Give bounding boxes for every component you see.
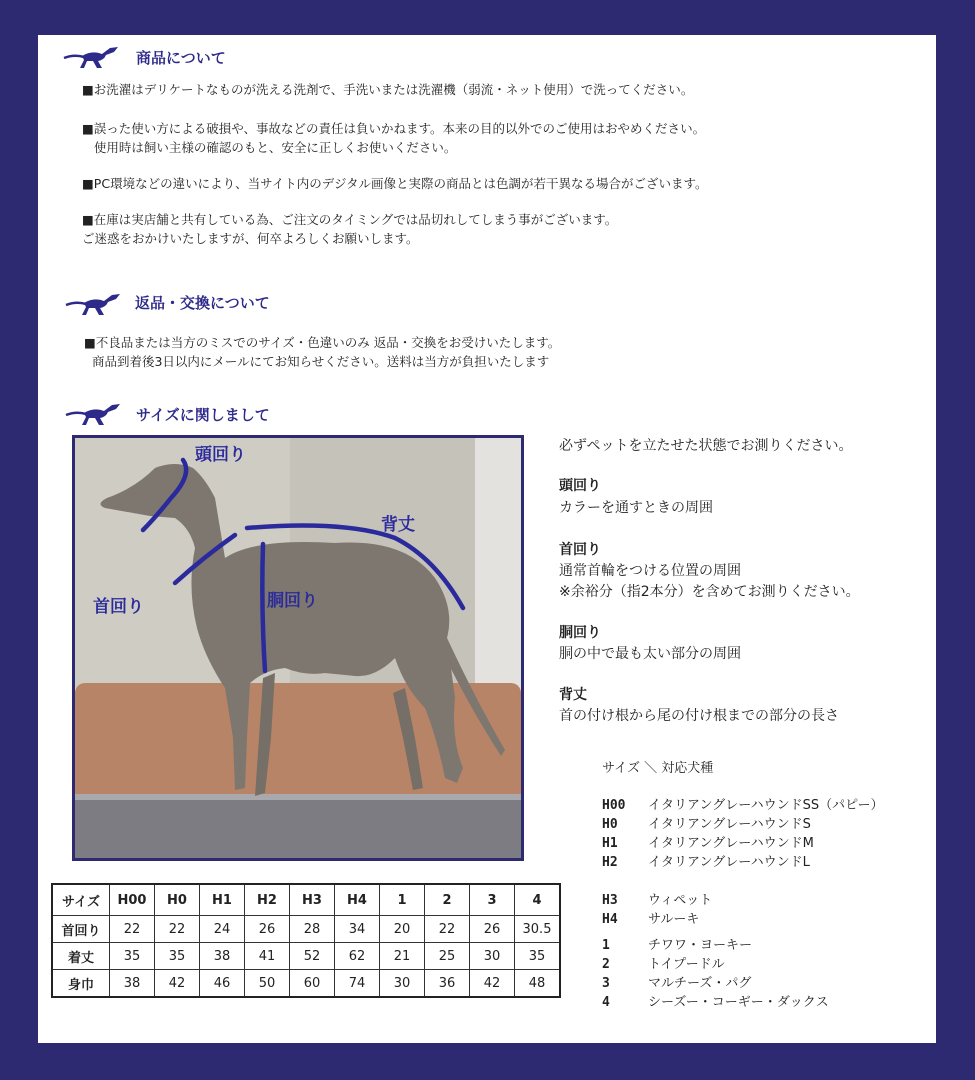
table-cell: 38 bbox=[110, 970, 155, 998]
section-title-product: 商品について bbox=[136, 49, 226, 67]
table-header-cell: H00 bbox=[110, 884, 155, 916]
table-header-cell: 3 bbox=[470, 884, 515, 916]
breed-item: H4 サルーキ bbox=[602, 912, 700, 927]
table-header-cell: H4 bbox=[335, 884, 380, 916]
measure-neck-title: 首回り bbox=[559, 542, 601, 558]
table-cell: 38 bbox=[200, 943, 245, 970]
breed-item: 1 チワワ・ヨーキー bbox=[602, 938, 753, 953]
table-cell: 26 bbox=[245, 916, 290, 943]
table-cell: 24 bbox=[200, 916, 245, 943]
table-cell: 50 bbox=[245, 970, 290, 998]
size-table bbox=[51, 883, 561, 998]
table-cell: 35 bbox=[515, 943, 561, 970]
product-note-1: ■お洗濯はデリケートなものが洗える洗剤で、手洗いまたは洗濯機（弱流・ネット使用）で洗ってください。 bbox=[82, 82, 694, 97]
table-cell: 30.5 bbox=[515, 916, 561, 943]
section-title-returns: 返品・交換について bbox=[135, 294, 270, 312]
breed-item: H1 イタリアングレーハウンドM bbox=[602, 836, 814, 851]
breed-item: 2 トイプードル bbox=[602, 957, 725, 972]
dog-measurement-photo bbox=[72, 435, 524, 861]
table-cell: 22 bbox=[425, 916, 470, 943]
table-cell: 30 bbox=[470, 943, 515, 970]
measure-chest-title: 胴回り bbox=[559, 625, 601, 641]
table-cell: 22 bbox=[110, 916, 155, 943]
greyhound-icon bbox=[64, 397, 126, 427]
table-cell: 34 bbox=[335, 916, 380, 943]
product-note-3: ■PC環境などの違いにより、当サイト内のデジタル画像と実際の商品とは色調が若干異なる場合がございます。 bbox=[82, 176, 708, 191]
measure-neck-desc-2: ※余裕分（指2本分）を含めてお測りください。 bbox=[559, 584, 860, 600]
table-cell: 42 bbox=[470, 970, 515, 998]
table-cell: 20 bbox=[380, 916, 425, 943]
table-row bbox=[52, 943, 560, 970]
measure-head-desc: カラーを通すときの周囲 bbox=[559, 500, 713, 516]
table-cell: 22 bbox=[155, 916, 200, 943]
table-header-cell: H3 bbox=[290, 884, 335, 916]
table-header-cell: H2 bbox=[245, 884, 290, 916]
table-header-cell: 1 bbox=[380, 884, 425, 916]
greyhound-icon bbox=[62, 40, 124, 70]
table-cell: 60 bbox=[290, 970, 335, 998]
breed-item: 4 シーズー・コーギー・ダックス bbox=[602, 995, 829, 1010]
table-cell: 42 bbox=[155, 970, 200, 998]
breed-list-header: サイズ ＼ 対応犬種 bbox=[602, 761, 714, 776]
size-table-header-row bbox=[52, 884, 560, 916]
breed-item: H3 ウィペット bbox=[602, 893, 713, 908]
product-note-2: ■誤った使い方による破損や、事故などの責任は負いかねます。本来の目的以外でのご使用はおやめください。 使用時は飼い主様の確認のもと、安全に正しくお使いください。 bbox=[82, 121, 706, 155]
product-note-4: ■在庫は実店舗と共有している為、ご注文のタイミングでは品切れしてしまう事がございます。 ご迷惑をおかけいたしますが、何卒よろしくお願いします。 bbox=[82, 212, 618, 246]
measure-intro: 必ずペットを立たせた状態でお測りください。 bbox=[559, 438, 853, 454]
table-header-cell: H1 bbox=[200, 884, 245, 916]
photo-label-head: 頭回り bbox=[195, 445, 246, 465]
photo-label-back: 背丈 bbox=[381, 515, 415, 535]
photo-label-chest: 胴回り bbox=[267, 591, 318, 611]
measure-back-title: 背丈 bbox=[559, 687, 587, 703]
table-cell: 35 bbox=[110, 943, 155, 970]
greyhound-icon bbox=[64, 287, 126, 317]
table-header-cell: H0 bbox=[155, 884, 200, 916]
info-sheet bbox=[38, 35, 936, 1043]
table-cell: 21 bbox=[380, 943, 425, 970]
measure-back-desc: 首の付け根から尾の付け根までの部分の長さ bbox=[559, 708, 839, 724]
breed-item: H2 イタリアングレーハウンドL bbox=[602, 855, 810, 870]
table-row-label: 首回り bbox=[52, 916, 110, 943]
measure-head-title: 頭回り bbox=[559, 478, 601, 494]
table-cell: 46 bbox=[200, 970, 245, 998]
table-row-label: 身巾 bbox=[52, 970, 110, 998]
breed-item: H0 イタリアングレーハウンドS bbox=[602, 817, 811, 832]
table-cell: 28 bbox=[290, 916, 335, 943]
table-cell: 35 bbox=[155, 943, 200, 970]
section-title-size: サイズに関しまして bbox=[136, 406, 270, 424]
table-cell: 25 bbox=[425, 943, 470, 970]
table-row bbox=[52, 916, 560, 943]
measure-chest-desc: 胴の中で最も太い部分の周囲 bbox=[559, 646, 741, 662]
table-cell: 36 bbox=[425, 970, 470, 998]
table-cell: 30 bbox=[380, 970, 425, 998]
table-row-label: 着丈 bbox=[52, 943, 110, 970]
table-cell: 62 bbox=[335, 943, 380, 970]
breed-item: 3 マルチーズ・パグ bbox=[602, 976, 752, 991]
table-cell: 52 bbox=[290, 943, 335, 970]
dog-illustration bbox=[75, 438, 521, 858]
table-row bbox=[52, 970, 560, 998]
table-header-cell: 4 bbox=[515, 884, 561, 916]
table-cell: 41 bbox=[245, 943, 290, 970]
table-header-cell: サイズ bbox=[52, 884, 110, 916]
breed-item: H00 イタリアングレーハウンドSS（パピー） bbox=[602, 798, 884, 813]
table-header-cell: 2 bbox=[425, 884, 470, 916]
returns-note: ■不良品または当方のミスでのサイズ・色違いのみ 返品・交換をお受けいたします。 商品到着後3日以内にメールにてお知らせください。送料は当方が負担いたします bbox=[84, 335, 561, 369]
photo-label-neck: 首回り bbox=[93, 597, 144, 617]
measure-neck-desc-1: 通常首輪をつける位置の周囲 bbox=[559, 563, 741, 579]
table-cell: 48 bbox=[515, 970, 561, 998]
table-cell: 74 bbox=[335, 970, 380, 998]
table-cell: 26 bbox=[470, 916, 515, 943]
